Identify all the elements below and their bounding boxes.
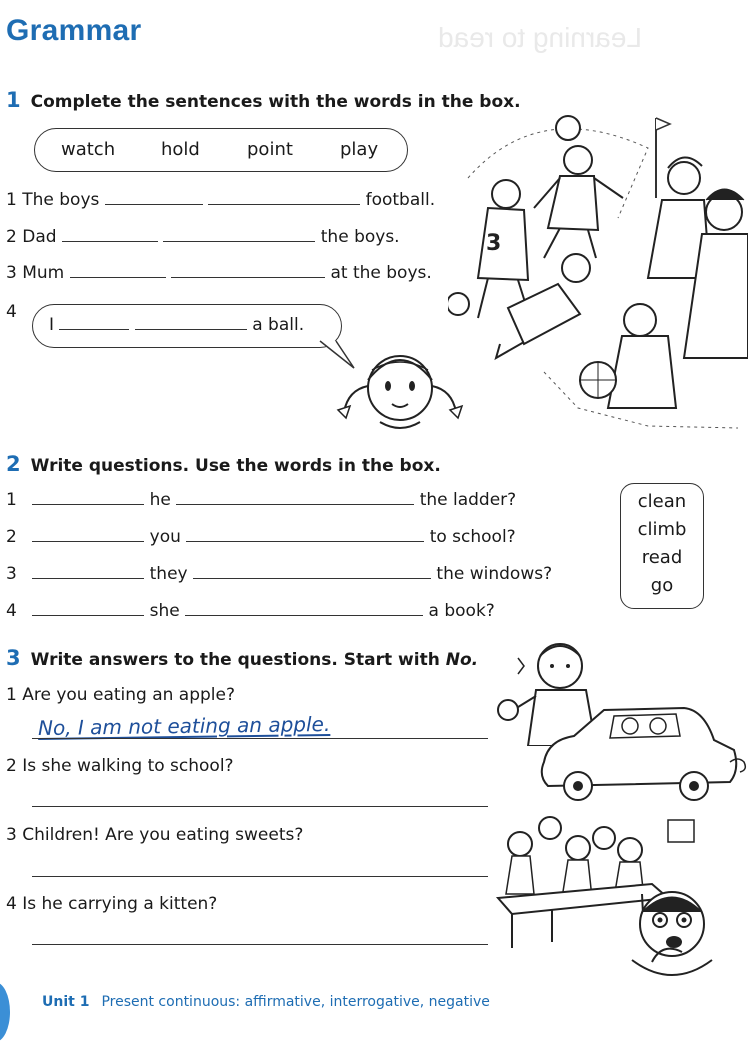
ex3-item-1 — [6, 685, 235, 705]
exercise-3-instruction: Write answers to the questions. Start with — [30, 650, 440, 670]
item-number: 4 — [6, 894, 17, 914]
page-title: Grammar — [6, 14, 142, 47]
item-text-after: the boys. — [320, 227, 400, 247]
page-footer — [42, 994, 490, 1010]
ex2-item-1 — [6, 490, 516, 510]
ex1-item-4 — [49, 315, 304, 335]
footer-unit: Unit 1 — [42, 994, 90, 1010]
answer-blank[interactable] — [62, 227, 158, 242]
answer-blank[interactable] — [171, 263, 325, 278]
item-text-after: to school? — [429, 527, 516, 547]
item-number: 1 — [6, 490, 17, 510]
item-number: 3 — [6, 564, 17, 584]
ex3-item-4 — [6, 894, 217, 914]
football-scene-illustration — [448, 108, 748, 438]
exercise-1-heading — [6, 88, 521, 112]
question-text: Children! Are you eating sweets? — [22, 825, 304, 845]
question-text: Are you eating an apple? — [22, 685, 236, 705]
answer-blank[interactable] — [163, 227, 315, 242]
exercise-2-heading — [6, 452, 441, 476]
item-text-after: the ladder? — [419, 490, 517, 510]
exercise-1-number: 1 — [6, 88, 21, 112]
page-corner-tab — [0, 982, 10, 1042]
answer-blank[interactable] — [185, 601, 423, 616]
answer-blank[interactable] — [193, 564, 431, 579]
verb-clean: clean — [637, 491, 687, 512]
answer-line[interactable] — [32, 876, 488, 877]
exercise-1-instruction: Complete the sentences with the words in the box. — [30, 92, 521, 112]
item-number: 4 — [6, 601, 17, 621]
ex1-item-1 — [6, 190, 435, 210]
speech-bubble — [32, 304, 342, 348]
answer-blank[interactable] — [32, 564, 144, 579]
exercise-3-heading — [6, 646, 478, 670]
answer-blank[interactable] — [135, 315, 247, 330]
question-text: Is she walking to school? — [22, 756, 234, 776]
ex2-item-3 — [6, 564, 552, 584]
ex1-item-3 — [6, 263, 432, 283]
item-text-before: The boys — [22, 190, 100, 210]
item-text-after: at the boys. — [330, 263, 432, 283]
item-number: 3 — [6, 263, 17, 283]
word-play: play — [340, 139, 379, 160]
answer-blank[interactable] — [32, 601, 144, 616]
answer-blank[interactable] — [208, 190, 360, 205]
answer-blank[interactable] — [32, 527, 144, 542]
item-number: 2 — [6, 756, 17, 776]
item-text-after: a book? — [428, 601, 495, 621]
car-illustration — [534, 700, 748, 812]
ex1-item-4-number: 4 — [6, 302, 17, 322]
item-text-after: the windows? — [436, 564, 553, 584]
boy-coughing-illustration — [612, 882, 732, 990]
word-point: point — [247, 139, 293, 160]
ex3-item-2 — [6, 756, 234, 776]
verb-climb: climb — [637, 519, 687, 540]
ghost-title-bleed: Learning to read — [438, 22, 642, 53]
exercise-2-number: 2 — [6, 452, 21, 476]
answer-blank[interactable] — [105, 190, 203, 205]
exercise-2-instruction: Write questions. Use the words in the box. — [30, 456, 441, 476]
item-text-after: a ball. — [252, 315, 305, 335]
footer-topic: Present continuous: affirmative, interrogative, negative — [101, 994, 490, 1010]
item-number: 1 — [6, 685, 17, 705]
word-box — [34, 128, 408, 172]
item-subject: you — [149, 527, 181, 547]
ex2-item-2 — [6, 527, 516, 547]
answer-line[interactable] — [32, 944, 488, 945]
item-subject: they — [149, 564, 188, 584]
item-number: 2 — [6, 527, 17, 547]
verb-box — [620, 483, 704, 609]
answer-blank[interactable] — [186, 527, 424, 542]
item-number: 1 — [6, 190, 17, 210]
answer-line[interactable] — [32, 738, 488, 739]
answer-line[interactable] — [32, 806, 488, 807]
item-subject: she — [149, 601, 180, 621]
item-subject: he — [149, 490, 171, 510]
answer-blank[interactable] — [176, 490, 414, 505]
answer-blank[interactable] — [32, 490, 144, 505]
ex3-item-3 — [6, 825, 303, 845]
question-text: Is he carrying a kitten? — [22, 894, 218, 914]
ex2-item-4 — [6, 601, 495, 621]
word-watch: watch — [61, 139, 116, 160]
verb-read: read — [641, 547, 683, 568]
item-text-before: I — [49, 315, 55, 335]
svg-text:3: 3 — [486, 231, 502, 256]
item-number: 3 — [6, 825, 17, 845]
handwritten-answer: No, I am not eating an apple. — [37, 711, 331, 741]
answer-blank[interactable] — [59, 315, 129, 330]
item-text-before: Mum — [22, 263, 65, 283]
item-text-before: Dad — [22, 227, 57, 247]
verb-go: go — [650, 575, 674, 596]
answer-blank[interactable] — [70, 263, 166, 278]
word-hold: hold — [161, 139, 200, 160]
item-number: 2 — [6, 227, 17, 247]
item-text-after: football. — [365, 190, 436, 210]
exercise-3-number: 3 — [6, 646, 21, 670]
exercise-3-instruction-em: No. — [445, 650, 479, 670]
ex1-item-2 — [6, 227, 400, 247]
